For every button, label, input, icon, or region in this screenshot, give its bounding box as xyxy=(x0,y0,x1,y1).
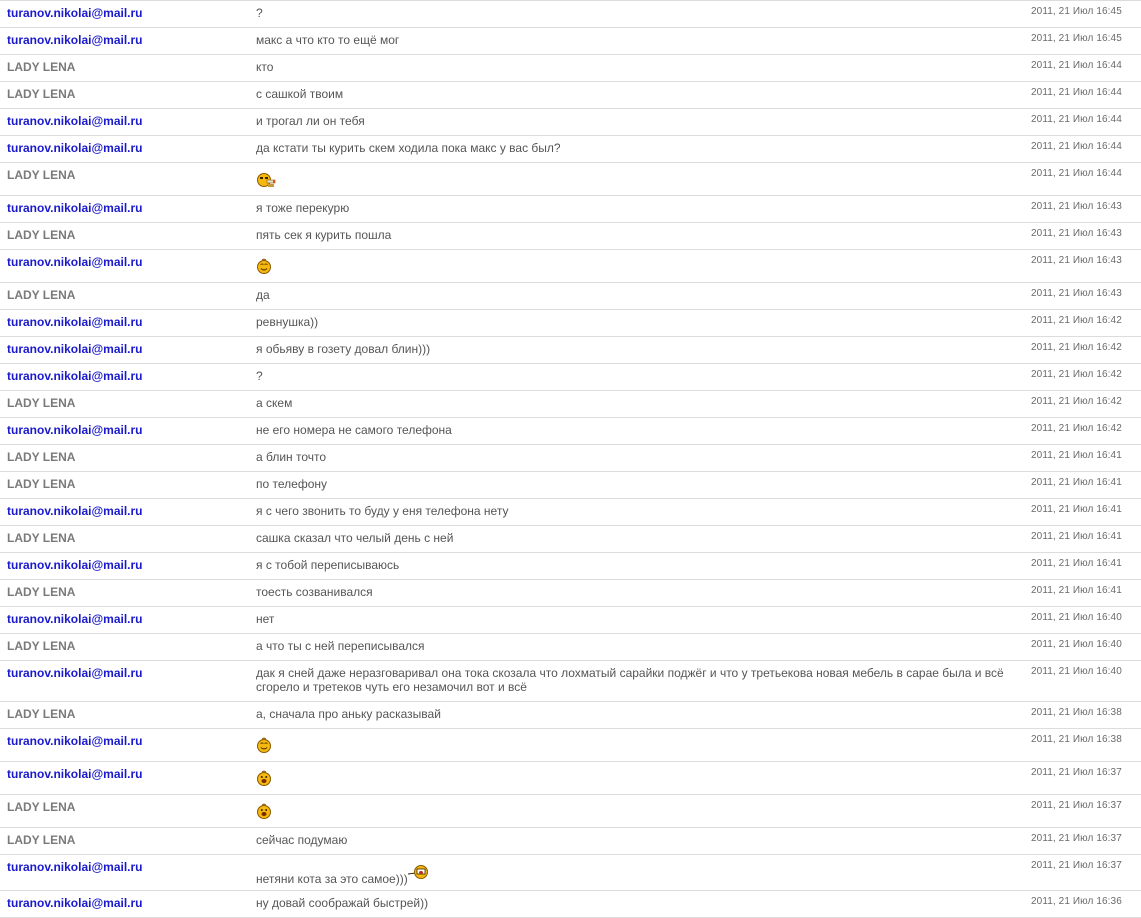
message-author[interactable]: turanov.nikolai@mail.ru xyxy=(7,33,143,47)
message-timestamp: 2011, 21 Июл 16:45 xyxy=(1031,33,1122,44)
message-text xyxy=(256,114,1016,128)
message-text xyxy=(256,201,1016,215)
message-text xyxy=(256,228,1016,242)
message-row xyxy=(0,661,1141,702)
message-row xyxy=(0,136,1141,163)
message-text xyxy=(256,612,1016,626)
message-row xyxy=(0,729,1141,762)
message-text xyxy=(256,477,1016,491)
message-row xyxy=(0,828,1141,855)
message-body: я с чего звонить то буду у еня телефона нету xyxy=(256,504,509,518)
message-text xyxy=(256,168,1016,192)
message-author[interactable]: turanov.nikolai@mail.ru xyxy=(7,255,143,269)
message-row xyxy=(0,1,1141,28)
message-timestamp: 2011, 21 Июл 16:41 xyxy=(1031,558,1122,569)
message-timestamp: 2011, 21 Июл 16:41 xyxy=(1031,585,1122,596)
laugh-emoticon-icon xyxy=(256,770,272,789)
message-row xyxy=(0,364,1141,391)
message-row xyxy=(0,472,1141,499)
message-row xyxy=(0,795,1141,828)
message-author[interactable]: turanov.nikolai@mail.ru xyxy=(7,114,143,128)
message-author[interactable]: turanov.nikolai@mail.ru xyxy=(7,315,143,329)
message-row xyxy=(0,55,1141,82)
message-body: не его номера не самого телефона xyxy=(256,423,452,437)
message-body: сашка сказал что челый день с ней xyxy=(256,531,454,545)
message-row xyxy=(0,391,1141,418)
message-row xyxy=(0,418,1141,445)
message-text xyxy=(256,872,1016,886)
message-body: нетяни кота за это самое))) xyxy=(256,872,408,886)
message-author: LADY LENA xyxy=(7,60,76,74)
message-row xyxy=(0,762,1141,795)
message-row xyxy=(0,553,1141,580)
message-text xyxy=(256,896,1016,910)
message-body: и трогал ли он тебя xyxy=(256,114,365,128)
message-row xyxy=(0,28,1141,55)
message-timestamp: 2011, 21 Июл 16:38 xyxy=(1031,707,1122,718)
message-timestamp: 2011, 21 Июл 16:43 xyxy=(1031,201,1122,212)
message-body: ревнушка)) xyxy=(256,315,319,329)
message-body: нет xyxy=(256,612,275,626)
message-text xyxy=(256,423,1016,437)
message-timestamp: 2011, 21 Июл 16:41 xyxy=(1031,477,1122,488)
message-body: ? xyxy=(256,369,263,383)
message-body: я тоже перекурю xyxy=(256,201,350,215)
message-body: я с тобой переписываюсь xyxy=(256,558,400,572)
message-timestamp: 2011, 21 Июл 16:37 xyxy=(1031,860,1122,871)
message-text xyxy=(256,87,1016,101)
message-row xyxy=(0,196,1141,223)
message-author: LADY LENA xyxy=(7,396,76,410)
message-timestamp: 2011, 21 Июл 16:42 xyxy=(1031,369,1122,380)
message-author[interactable]: turanov.nikolai@mail.ru xyxy=(7,666,143,680)
message-row xyxy=(0,634,1141,661)
message-timestamp: 2011, 21 Июл 16:40 xyxy=(1031,666,1122,677)
message-author[interactable]: turanov.nikolai@mail.ru xyxy=(7,369,143,383)
message-timestamp: 2011, 21 Июл 16:44 xyxy=(1031,141,1122,152)
message-timestamp: 2011, 21 Июл 16:42 xyxy=(1031,315,1122,326)
message-text xyxy=(256,369,1016,383)
message-body: сейчас подумаю xyxy=(256,833,348,847)
message-author: LADY LENA xyxy=(7,168,76,182)
message-timestamp: 2011, 21 Июл 16:40 xyxy=(1031,639,1122,650)
message-author[interactable]: turanov.nikolai@mail.ru xyxy=(7,612,143,626)
message-author[interactable]: turanov.nikolai@mail.ru xyxy=(7,141,143,155)
message-row xyxy=(0,445,1141,472)
message-timestamp: 2011, 21 Июл 16:41 xyxy=(1031,450,1122,461)
message-text xyxy=(256,707,1016,721)
message-author[interactable]: turanov.nikolai@mail.ru xyxy=(7,767,143,781)
message-author: LADY LENA xyxy=(7,450,76,464)
message-text xyxy=(256,33,1016,47)
message-text xyxy=(256,734,1016,756)
message-body: а блин точто xyxy=(256,450,327,464)
message-row xyxy=(0,163,1141,196)
laugh-emoticon-icon xyxy=(256,803,272,822)
message-body: я обьяву в гозету довал блин))) xyxy=(256,342,431,356)
message-body: макс а что кто то ещё мог xyxy=(256,33,400,47)
message-author[interactable]: turanov.nikolai@mail.ru xyxy=(7,558,143,572)
message-timestamp: 2011, 21 Июл 16:42 xyxy=(1031,423,1122,434)
message-author[interactable]: turanov.nikolai@mail.ru xyxy=(7,734,143,748)
smile-emoticon-icon xyxy=(256,737,272,756)
message-text xyxy=(256,60,1016,74)
message-body: а скем xyxy=(256,396,293,410)
message-timestamp: 2011, 21 Июл 16:40 xyxy=(1031,612,1122,623)
message-row xyxy=(0,310,1141,337)
message-author[interactable]: turanov.nikolai@mail.ru xyxy=(7,342,143,356)
message-text xyxy=(256,639,1016,653)
message-timestamp: 2011, 21 Июл 16:43 xyxy=(1031,228,1122,239)
message-timestamp: 2011, 21 Июл 16:41 xyxy=(1031,531,1122,542)
message-author: LADY LENA xyxy=(7,707,76,721)
message-row xyxy=(0,283,1141,310)
message-body: ну довай соображай быстрей)) xyxy=(256,896,429,910)
message-timestamp: 2011, 21 Июл 16:42 xyxy=(1031,342,1122,353)
message-timestamp: 2011, 21 Июл 16:41 xyxy=(1031,504,1122,515)
message-text xyxy=(256,531,1016,545)
message-body: а что ты с ней переписывался xyxy=(256,639,425,653)
tongue-emoticon-icon xyxy=(408,864,430,885)
message-timestamp: 2011, 21 Июл 16:43 xyxy=(1031,255,1122,266)
message-row xyxy=(0,891,1141,918)
message-timestamp: 2011, 21 Июл 16:36 xyxy=(1031,896,1122,907)
message-timestamp: 2011, 21 Июл 16:44 xyxy=(1031,60,1122,71)
message-row xyxy=(0,250,1141,283)
message-body: да кстати ты курить скем ходила пока макс у вас был? xyxy=(256,141,561,155)
message-text xyxy=(256,396,1016,410)
message-text xyxy=(256,288,1016,302)
message-timestamp: 2011, 21 Июл 16:37 xyxy=(1031,833,1122,844)
message-author[interactable]: turanov.nikolai@mail.ru xyxy=(7,860,143,874)
message-author: LADY LENA xyxy=(7,477,76,491)
message-text xyxy=(256,450,1016,464)
message-body: по телефону xyxy=(256,477,327,491)
message-text xyxy=(256,342,1016,356)
message-text xyxy=(256,833,1016,847)
message-author: LADY LENA xyxy=(7,800,76,814)
message-body: ? xyxy=(256,6,263,20)
message-body: с сашкой твоим xyxy=(256,87,344,101)
message-row xyxy=(0,223,1141,250)
smile-emoticon-icon xyxy=(256,258,272,277)
smoke-emoticon-icon xyxy=(256,171,276,192)
message-timestamp: 2011, 21 Июл 16:44 xyxy=(1031,114,1122,125)
message-text xyxy=(256,315,1016,329)
message-author[interactable]: turanov.nikolai@mail.ru xyxy=(7,504,143,518)
message-row xyxy=(0,526,1141,553)
message-author[interactable]: turanov.nikolai@mail.ru xyxy=(7,423,143,437)
message-author: LADY LENA xyxy=(7,639,76,653)
message-row xyxy=(0,855,1141,891)
message-row xyxy=(0,607,1141,634)
message-text xyxy=(256,141,1016,155)
message-author[interactable]: turanov.nikolai@mail.ru xyxy=(7,6,143,20)
message-timestamp: 2011, 21 Июл 16:38 xyxy=(1031,734,1122,745)
message-body: кто xyxy=(256,60,274,74)
message-text xyxy=(256,558,1016,572)
message-author: LADY LENA xyxy=(7,585,76,599)
message-text xyxy=(256,767,1016,789)
message-author: LADY LENA xyxy=(7,87,76,101)
message-text xyxy=(256,255,1016,277)
message-author: LADY LENA xyxy=(7,228,76,242)
message-author[interactable]: turanov.nikolai@mail.ru xyxy=(7,201,143,215)
message-timestamp: 2011, 21 Июл 16:37 xyxy=(1031,767,1122,778)
message-row xyxy=(0,82,1141,109)
message-timestamp: 2011, 21 Июл 16:44 xyxy=(1031,87,1122,98)
message-body: пять сек я курить пошла xyxy=(256,228,392,242)
message-author: LADY LENA xyxy=(7,531,76,545)
message-row xyxy=(0,337,1141,364)
message-author[interactable]: turanov.nikolai@mail.ru xyxy=(7,896,143,910)
message-text xyxy=(256,666,1016,694)
message-text xyxy=(256,6,1016,20)
message-row xyxy=(0,109,1141,136)
message-text xyxy=(256,585,1016,599)
message-timestamp: 2011, 21 Июл 16:37 xyxy=(1031,800,1122,811)
message-timestamp: 2011, 21 Июл 16:43 xyxy=(1031,288,1122,299)
message-row xyxy=(0,580,1141,607)
message-body: да xyxy=(256,288,270,302)
message-timestamp: 2011, 21 Июл 16:45 xyxy=(1031,6,1122,17)
message-timestamp: 2011, 21 Июл 16:44 xyxy=(1031,168,1122,179)
message-text xyxy=(256,800,1016,822)
message-row xyxy=(0,499,1141,526)
message-body: дак я сней даже неразговаривал она тока скозала что лохматый сарайки поджёг и что у третьекова новая мебель в сарае была и всё сгорело и третеков чуть его незамочил вот и всё xyxy=(256,666,1004,694)
message-body: тоесть созванивался xyxy=(256,585,373,599)
message-body: а, сначала про аньку расказывай xyxy=(256,707,441,721)
message-text xyxy=(256,504,1016,518)
message-timestamp: 2011, 21 Июл 16:42 xyxy=(1031,396,1122,407)
message-row xyxy=(0,702,1141,729)
message-author: LADY LENA xyxy=(7,833,76,847)
message-author: LADY LENA xyxy=(7,288,76,302)
